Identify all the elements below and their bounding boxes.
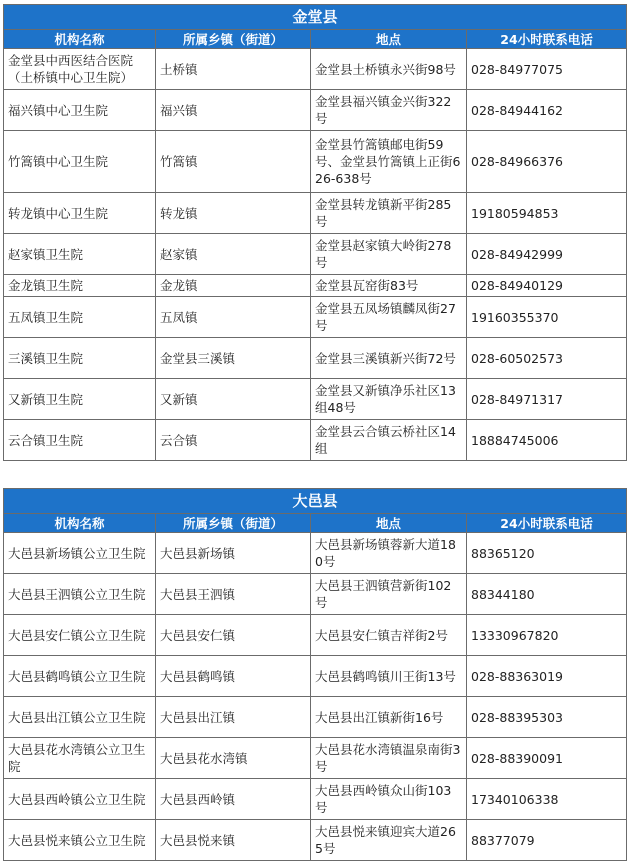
- cell-phone: 88377079: [467, 820, 627, 861]
- column-header-town: 所属乡镇（街道）: [156, 30, 311, 49]
- cell-address: 大邑县安仁镇吉祥街2号: [311, 615, 467, 656]
- cell-phone: 028-84944162: [467, 90, 627, 131]
- table-row: [4, 90, 627, 131]
- table-row: [4, 738, 627, 779]
- table-row: [4, 820, 627, 861]
- cell-name: 大邑县王泗镇公立卫生院: [4, 574, 156, 615]
- cell-name: 大邑县西岭镇公立卫生院: [4, 779, 156, 820]
- cell-town: 金龙镇: [156, 275, 311, 297]
- cell-name: 云合镇卫生院: [4, 420, 156, 461]
- cell-town: 又新镇: [156, 379, 311, 420]
- table-row: [4, 615, 627, 656]
- cell-town: 转龙镇: [156, 193, 311, 234]
- cell-address: 金堂县瓦窑街83号: [311, 275, 467, 297]
- table-row: [4, 338, 627, 379]
- cell-town: 五凤镇: [156, 297, 311, 338]
- table-title: 金堂县: [4, 5, 627, 30]
- cell-name: 大邑县出江镇公立卫生院: [4, 697, 156, 738]
- cell-town: 云合镇: [156, 420, 311, 461]
- cell-name: 大邑县安仁镇公立卫生院: [4, 615, 156, 656]
- table-row: [4, 420, 627, 461]
- table-row: [4, 234, 627, 275]
- cell-address: 金堂县土桥镇永兴街98号: [311, 49, 467, 90]
- table-row: [4, 779, 627, 820]
- table-row: [4, 533, 627, 574]
- cell-name: 转龙镇中心卫生院: [4, 193, 156, 234]
- cell-town: 竹篙镇: [156, 131, 311, 193]
- cell-phone: 88365120: [467, 533, 627, 574]
- cell-address: 金堂县五凤场镇麟凤街27号: [311, 297, 467, 338]
- cell-address: 大邑县出江镇新街16号: [311, 697, 467, 738]
- cell-name: 大邑县悦来镇公立卫生院: [4, 820, 156, 861]
- column-header-name: 机构名称: [4, 30, 156, 49]
- cell-phone: 19180594853: [467, 193, 627, 234]
- cell-name: 大邑县新场镇公立卫生院: [4, 533, 156, 574]
- cell-town: 金堂县三溪镇: [156, 338, 311, 379]
- cell-phone: 028-84940129: [467, 275, 627, 297]
- cell-name: 五凤镇卫生院: [4, 297, 156, 338]
- cell-address: 金堂县云合镇云桥社区14组: [311, 420, 467, 461]
- column-header-name: 机构名称: [4, 514, 156, 533]
- cell-town: 大邑县新场镇: [156, 533, 311, 574]
- cell-address: 大邑县西岭镇众山街103号: [311, 779, 467, 820]
- cell-phone: 13330967820: [467, 615, 627, 656]
- cell-phone: 028-84942999: [467, 234, 627, 275]
- cell-address: 金堂县福兴镇金兴街322号: [311, 90, 467, 131]
- cell-town: 赵家镇: [156, 234, 311, 275]
- cell-phone: 028-84971317: [467, 379, 627, 420]
- cell-phone: 19160355370: [467, 297, 627, 338]
- cell-phone: 028-88390091: [467, 738, 627, 779]
- cell-address: 金堂县转龙镇新平街285号: [311, 193, 467, 234]
- column-header-address: 地点: [311, 30, 467, 49]
- cell-name: 金龙镇卫生院: [4, 275, 156, 297]
- table-row: [4, 656, 627, 697]
- cell-phone: 17340106338: [467, 779, 627, 820]
- cell-town: 大邑县花水湾镇: [156, 738, 311, 779]
- cell-address: 大邑县鹤鸣镇川王街13号: [311, 656, 467, 697]
- cell-phone: 028-60502573: [467, 338, 627, 379]
- cell-address: 金堂县三溪镇新兴街72号: [311, 338, 467, 379]
- cell-town: 大邑县悦来镇: [156, 820, 311, 861]
- table-row: [4, 49, 627, 90]
- cell-name: 三溪镇卫生院: [4, 338, 156, 379]
- cell-name: 大邑县鹤鸣镇公立卫生院: [4, 656, 156, 697]
- cell-address: 大邑县悦来镇迎宾大道265号: [311, 820, 467, 861]
- table-title: 大邑县: [4, 489, 627, 514]
- cell-town: 大邑县王泗镇: [156, 574, 311, 615]
- table-row: [4, 297, 627, 338]
- table-row: [4, 193, 627, 234]
- column-header-phone: 24小时联系电话: [467, 30, 627, 49]
- cell-town: 大邑县西岭镇: [156, 779, 311, 820]
- table-row: [4, 379, 627, 420]
- cell-address: 金堂县又新镇净乐社区13组48号: [311, 379, 467, 420]
- table-row: [4, 574, 627, 615]
- column-header-town: 所属乡镇（街道）: [156, 514, 311, 533]
- cell-town: 大邑县出江镇: [156, 697, 311, 738]
- cell-address: 金堂县赵家镇大岭街278号: [311, 234, 467, 275]
- cell-phone: 028-84977075: [467, 49, 627, 90]
- cell-town: 土桥镇: [156, 49, 311, 90]
- cell-town: 大邑县鹤鸣镇: [156, 656, 311, 697]
- cell-name: 赵家镇卫生院: [4, 234, 156, 275]
- cell-name: 金堂县中西医结合医院（土桥镇中心卫生院）: [4, 49, 156, 90]
- cell-name: 又新镇卫生院: [4, 379, 156, 420]
- dayi-table: [3, 488, 627, 861]
- cell-address: 金堂县竹篙镇邮电街59号、金堂县竹篙镇上正街626-638号: [311, 131, 467, 193]
- cell-phone: 028-84966376: [467, 131, 627, 193]
- table-row: [4, 131, 627, 193]
- cell-name: 福兴镇中心卫生院: [4, 90, 156, 131]
- cell-address: 大邑县新场镇蓉新大道180号: [311, 533, 467, 574]
- cell-phone: 028-88395303: [467, 697, 627, 738]
- column-header-address: 地点: [311, 514, 467, 533]
- cell-name: 竹篙镇中心卫生院: [4, 131, 156, 193]
- table-row: [4, 697, 627, 738]
- cell-town: 大邑县安仁镇: [156, 615, 311, 656]
- table-row: [4, 275, 627, 297]
- cell-phone: 18884745006: [467, 420, 627, 461]
- column-header-phone: 24小时联系电话: [467, 514, 627, 533]
- cell-name: 大邑县花水湾镇公立卫生院: [4, 738, 156, 779]
- cell-phone: 88344180: [467, 574, 627, 615]
- cell-address: 大邑县花水湾镇温泉南街3号: [311, 738, 467, 779]
- cell-town: 福兴镇: [156, 90, 311, 131]
- cell-phone: 028-88363019: [467, 656, 627, 697]
- cell-address: 大邑县王泗镇营新街102号: [311, 574, 467, 615]
- jintang-table: [3, 4, 627, 461]
